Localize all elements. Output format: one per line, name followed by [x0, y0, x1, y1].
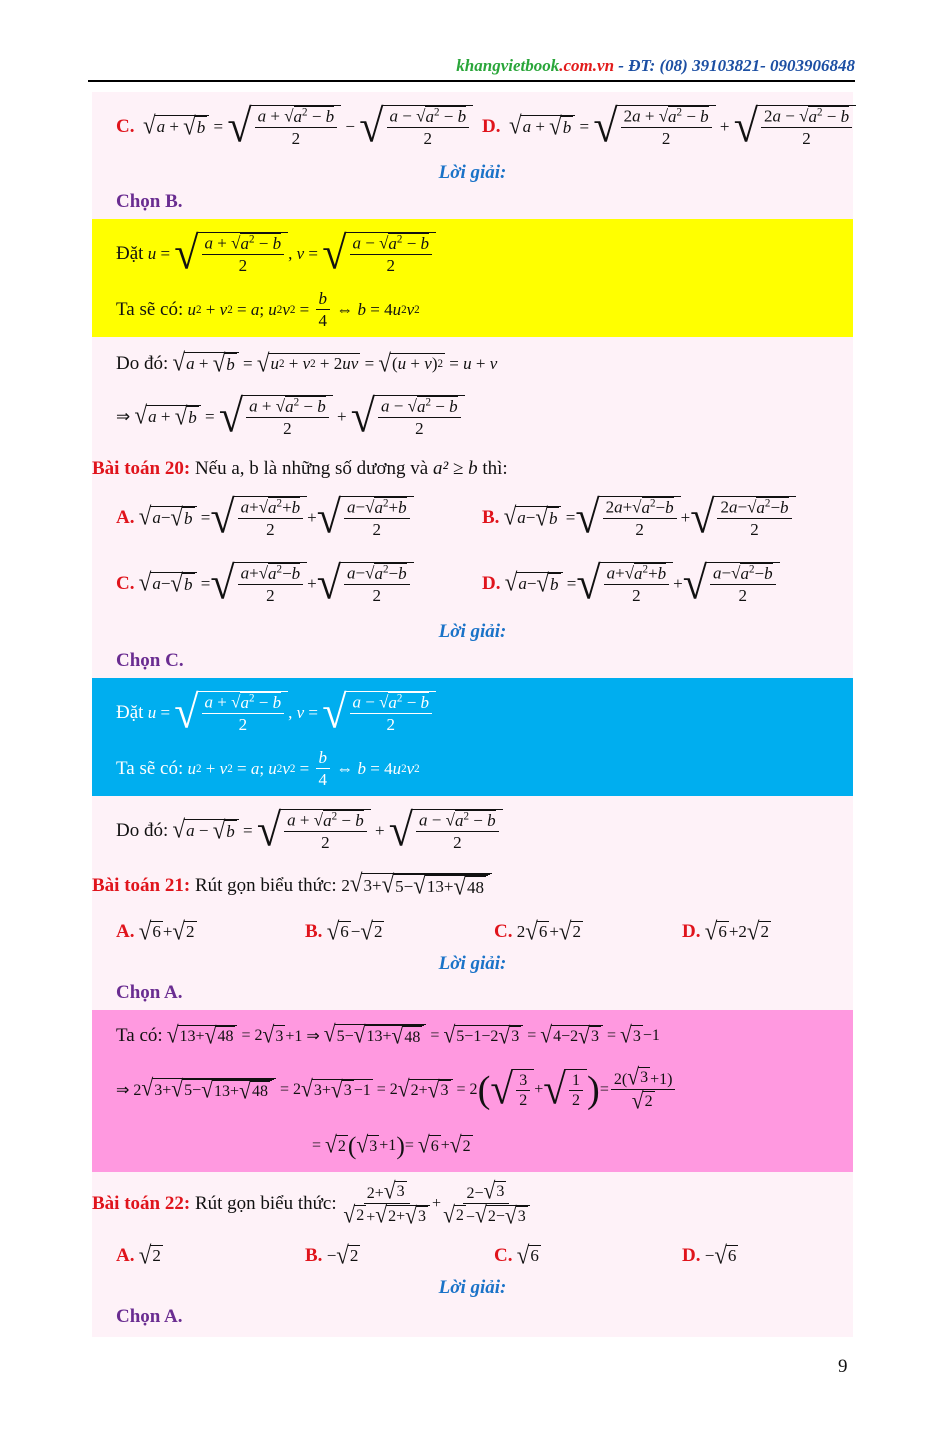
math-expression: √ a − √ b = √ $\frac{a+√a^2+b}{2}$ + √ $\frac{a-√a^2+b}{2}$: [139, 496, 414, 540]
option-label: D.: [482, 573, 501, 594]
problem-text: Nếu a, b là những số dương và: [190, 458, 433, 479]
problem-20-option-b: [482, 490, 796, 546]
line-prefix: Đặt: [116, 702, 144, 723]
math-expression: √ 6 − √ 2: [326, 917, 383, 945]
math-expression: √ 2: [138, 1241, 161, 1269]
chosen-answer: Chọn C.: [116, 650, 184, 671]
line-prefix: Ta sẽ có:: [116, 758, 184, 779]
header-contact: - ĐT: (08) 39103821- 0903906848: [614, 56, 855, 75]
header-domain: .com.vn: [559, 56, 615, 75]
solution-line-1: [116, 1018, 660, 1054]
math-expression: √ a − √ b = √ $\frac{a+√a^2+b}{2}$ + √ $\frac{a-√a^2-b}{2}$: [505, 562, 780, 606]
math-expression: √ a − √ b = √ $\frac{a + √a^2 - b}{2}$ + √ $\frac{a - √a^2 - b}{2}$: [173, 809, 503, 853]
solution-line-2: [116, 1060, 677, 1120]
math-expression: ⇒ √ a + √ b = √ $\frac{a + √a^2 - b}{2}$ + √ $\frac{a - √a^2 - b}{2}$: [116, 395, 465, 439]
solution-heading: Lời giải:: [438, 953, 507, 974]
solution-heading: Lời giải:: [438, 1277, 507, 1298]
line-prefix: Đặt: [116, 243, 144, 264]
line-prefix: Do đó:: [116, 353, 169, 374]
math-expression: − √ 2: [326, 1241, 359, 1269]
line-prefix: Ta sẽ có:: [116, 299, 184, 320]
option-label: A.: [116, 507, 135, 528]
solution-line-3: [312, 1126, 473, 1166]
math-expression: = √ 2 ( √ 3 +1 ) = √ 6 + √ 2: [312, 1131, 471, 1160]
problem-text-end: thì:: [477, 458, 508, 479]
chosen-answer: Chọn A.: [116, 982, 183, 1003]
problem-20-option-a: [116, 490, 414, 546]
highlight-box-pink: [92, 1010, 853, 1172]
problem-22-option-c: [494, 1242, 541, 1270]
problem-label: Bài toán 20:: [92, 458, 191, 479]
page-header: [88, 56, 855, 82]
problem-20-option-d: [482, 556, 780, 612]
math-expression: ⇒ 2 √ 3+ √ 5− √ 13+ √ 48 = 2 √ 3+ √ 3 −1 = 2 √ 2+ √ 3 = 2 ( √ $\frac{3}{2}$ + √ $\frac{1}{2}$ ) = 2( √ 3 +1) √ 2: [116, 1067, 677, 1113]
math-expression: u = √ $\frac{a + √a^2 - b}{2}$ , v = √ $\frac{a - √a^2 - b}{2}$: [148, 691, 436, 735]
line-prefix: Do đó:: [116, 820, 169, 841]
line-prefix: Ta có:: [116, 1025, 163, 1046]
chosen-answer: Chọn A.: [116, 1306, 183, 1327]
problem-21-option-b: [305, 918, 384, 946]
problem-20-option-c: [116, 556, 414, 612]
option-label: D.: [682, 921, 701, 942]
therefore-line: [116, 802, 503, 860]
math-expression: 2 √ 6 + √ 2: [516, 917, 582, 945]
option-label: A.: [116, 921, 135, 942]
problem-22-option-b: [305, 1242, 360, 1270]
relation-line: [116, 746, 420, 792]
math-expression: u = √ $\frac{a + √a^2 - b}{2}$ , v = √ $\frac{a - √a^2 - b}{2}$: [148, 232, 436, 276]
relation-line: [116, 287, 420, 333]
solution-heading: Lời giải:: [438, 621, 507, 642]
option-label: B.: [482, 507, 500, 528]
substitution-line: [116, 225, 436, 283]
problem-22-statement: [92, 1176, 532, 1232]
substitution-line: [116, 684, 436, 742]
option-label: D.: [482, 116, 501, 137]
problem-text: Rút gọn biểu thức:: [190, 1193, 342, 1214]
problem-22-option-d: [682, 1242, 738, 1270]
math-expression: √ 6: [516, 1241, 539, 1269]
option-label: C.: [494, 1245, 513, 1266]
conclusion-line: [116, 388, 465, 446]
math-expression: √ a + √ b = √ $\frac{a + √a^2 - b}{2}$ − √ $\frac{a - √a^2 - b}{2}$: [143, 105, 473, 149]
problem-21-statement: [92, 866, 492, 906]
header-site: khangvietbook: [456, 56, 560, 75]
math-expression: √ 13+ √ 48 = 2 √ 3 +1 ⇒ √ 5− √ 13+ √ 48 = √ 5−1−2 √ 3 = √ 4−2 √ 3 = √ 3 −1: [166, 1020, 660, 1050]
option-label: A.: [116, 1245, 135, 1266]
problem-label: Bài toán 21:: [92, 875, 191, 896]
option-label: B.: [305, 921, 323, 942]
problem-22-option-a: [116, 1242, 163, 1270]
math-expression: √ a − √ b = √ $\frac{2a+√a^2-b}{2}$ + √ $\frac{2a-√a^2-b}{2}$: [504, 496, 796, 540]
option-label: B.: [305, 1245, 323, 1266]
problem-condition: a² ≥ b: [432, 458, 478, 479]
option-label: D.: [682, 1245, 701, 1266]
math-expression: u 2 + v 2 = a ; u 2 v 2 = $\frac{b}{4}$ ⇔ b = 4 u 2 v 2: [187, 289, 420, 330]
highlight-box-yellow: [92, 219, 853, 337]
problem-21-option-d: [682, 918, 771, 946]
math-expression: − √ 6: [704, 1241, 737, 1269]
page-content: [92, 92, 853, 1337]
prev-option-c: [116, 98, 473, 156]
problem-21-option-a: [116, 918, 197, 946]
solution-heading: Lời giải:: [438, 162, 507, 183]
math-expression: √ 6 + √ 2: [138, 917, 195, 945]
math-expression: 2+ √ 3 √ 2 + √ 2+ √ 3 + 2− √ 3 √ 2 − √ 2− √ 3: [341, 1181, 531, 1228]
therefore-line: [116, 344, 497, 384]
option-label: C.: [116, 573, 135, 594]
chosen-answer: Chọn B.: [116, 191, 183, 212]
option-label: C.: [494, 921, 513, 942]
math-expression: u 2 + v 2 = a ; u 2 v 2 = $\frac{b}{4}$ ⇔ b = 4 u 2 v 2: [187, 748, 420, 789]
prev-option-d: [482, 98, 856, 156]
problem-label: Bài toán 22:: [92, 1193, 191, 1214]
math-expression: √ a − √ b = √ $\frac{a+√a^2-b}{2}$ + √ $\frac{a-√a^2-b}{2}$: [139, 562, 414, 606]
option-label: C.: [116, 116, 135, 137]
math-expression: √ a + √ b = √ u 2 + v 2 + 2 uv = √ ( u + v ) 2 = u + v: [172, 348, 498, 378]
math-expression: √ 6 +2 √ 2: [704, 917, 770, 945]
problem-21-option-c: [494, 918, 583, 946]
page-number: 9: [838, 1356, 848, 1377]
math-expression: 2 √ 3+ √ 5− √ 13+ √ 48: [341, 873, 492, 899]
problem-text: Rút gọn biểu thức:: [190, 875, 342, 896]
math-expression: √ a + √ b = √ $\frac{2a + √a^2 - b}{2}$ + √ $\frac{2a - √a^2 - b}{2}$: [509, 105, 856, 149]
problem-20-statement: [92, 458, 508, 480]
highlight-box-cyan: [92, 678, 853, 796]
